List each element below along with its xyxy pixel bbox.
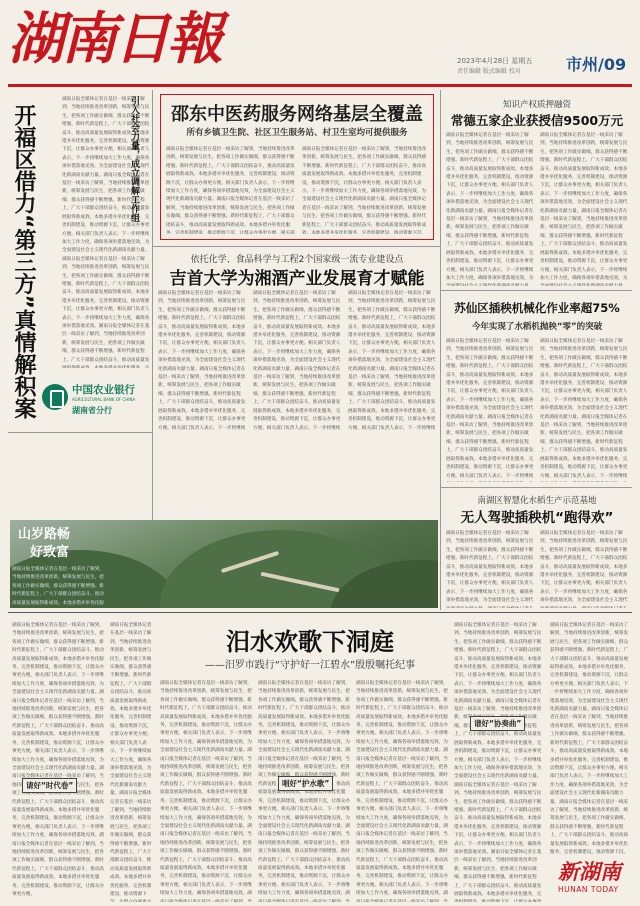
right-mid-title: 苏仙区插秧机械化作业率超75% <box>454 301 620 315</box>
newspaper-logo: 湖南日報 <box>8 6 220 72</box>
section-label: 市州/09 <box>566 55 627 74</box>
bottom-subhead-2: 唱好“护水歌” <box>278 776 333 791</box>
footer-logo-cn: 新湖南 <box>558 860 621 884</box>
bottom-story-body-col-2 <box>110 622 154 902</box>
story-2-title: 吉首大学为湘酒产业发展育才赋能 <box>169 269 425 289</box>
left-feature-title: 开福区借力“第三方”真情解积案 <box>11 104 36 419</box>
footer-logo <box>558 860 630 902</box>
story-2-body-col-2 <box>253 290 343 430</box>
row-divider <box>8 432 152 433</box>
bank-logo-icon <box>42 384 68 410</box>
photo-caption-body <box>12 566 106 606</box>
right-low-body-left <box>446 530 534 608</box>
right-mid-subtitle: 今年实现了水稻机抛秧“零”的突破 <box>471 322 603 332</box>
bottom-story-title: 汨水欢歌下洞庭 <box>226 628 394 656</box>
row-divider <box>440 290 632 291</box>
right-low-title: 无人驾驶插秧机“跑得欢” <box>460 510 614 526</box>
right-top-body-right <box>540 132 630 286</box>
issue-date: 2023年4月28日 星期五 <box>457 57 533 65</box>
row-divider <box>8 612 632 613</box>
story-2-body-col-3 <box>348 290 436 430</box>
lead-story-title: 邵东中医药服务网络基层全覆盖 <box>171 104 423 125</box>
right-mid-body-left <box>446 338 534 482</box>
right-low-body-right <box>540 530 630 608</box>
bottom-subhead-3: 谱好“协奏曲” <box>470 716 525 731</box>
lead-story-body-left <box>166 146 296 234</box>
bottom-story-subtitle: ——汨罗市践行“守护好一江碧水”殷殷嘱托纪事 <box>204 660 416 671</box>
lead-story-subtitle: 所有乡镇卫生院、社区卫生服务站、村卫生室均可提供服务 <box>186 128 408 138</box>
row-divider <box>440 487 632 488</box>
bottom-story-body-col-6 <box>454 622 544 902</box>
column-divider <box>152 90 153 520</box>
right-mid-body-right <box>540 338 630 482</box>
masthead <box>0 0 640 86</box>
story-2-body-col-1 <box>158 290 248 430</box>
lead-story-body-right <box>302 146 430 234</box>
bottom-story-body-col-5 <box>356 680 448 902</box>
left-feature-kicker: 引入社会力量，成立调解工作组 <box>129 96 139 222</box>
right-top-body-left <box>446 132 534 286</box>
bottom-story-body-col-3 <box>160 680 252 902</box>
column-divider <box>440 90 441 610</box>
bottom-story-body-col-4 <box>258 680 350 902</box>
bank-branch: 湖南省分行 <box>72 406 112 415</box>
right-top-kicker: 知识产权质押融资 <box>502 100 571 110</box>
editor-credits: 责任编辑 版式编辑 校对 <box>457 68 521 75</box>
masthead-rule <box>8 84 632 87</box>
bottom-story-body-col-1 <box>12 622 104 902</box>
right-top-title: 常德五家企业获授信9500万元 <box>450 113 624 128</box>
photo-caption-line-1: 山岁路畅 <box>18 527 71 542</box>
bottom-story-body-col-7 <box>550 622 630 856</box>
bottom-subhead-1: 请好“时代卷” <box>22 778 77 793</box>
photo-caption-line-2: 好致富 <box>30 545 70 560</box>
bank-name-en: AGRICULTURAL BANK OF CHINA <box>72 397 136 402</box>
story-2-kicker: 依托化学、食品科学与工程2个国家级一流专业建设点 <box>190 255 404 265</box>
right-low-kicker: 南湖区智慧化水稻生产示范基地 <box>477 496 597 506</box>
row-divider <box>152 246 440 247</box>
left-feature-body <box>62 96 150 368</box>
bank-name: 中国农业银行 <box>72 384 135 396</box>
footer-logo-en: HUNAN TODAY <box>558 885 619 894</box>
